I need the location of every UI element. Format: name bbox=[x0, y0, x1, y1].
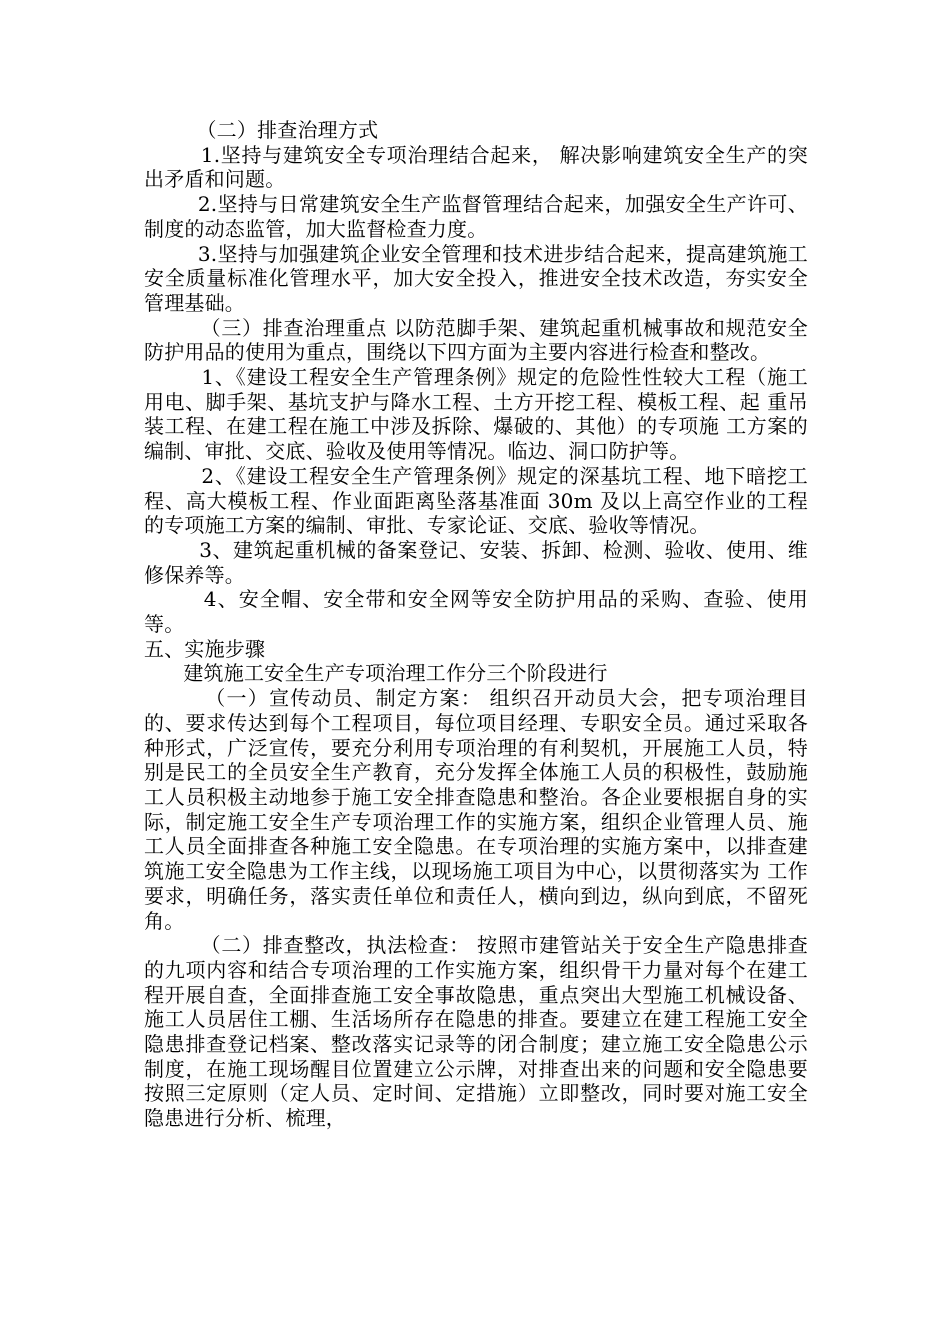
heading-inspection-method: （二）排查治理方式 bbox=[144, 118, 379, 142]
paragraph-focus-1: 1、《建设工程安全生产管理条例》规定的危险性性较大工程（施工 用电、脚手架、基坑支护与降水工程、土方开挖工程、模板工程、起 重吊装工程、在建工程在施工中涉及拆除、爆破的、其他）的专项施 工方案的编制、审批、交底、验收及使用等情况。临边、洞口防护等。 bbox=[144, 365, 815, 464]
paragraph-item-2: 2.坚持与日常建筑安全生产监督管理结合起来，加强安全生产许可、制度的动态监管，加大监督检查力度。 bbox=[144, 192, 808, 241]
paragraph-item-1: 1.坚持与建筑安全专项治理结合起来， 解决影响建筑安全生产的突 出矛盾和问题。 bbox=[144, 142, 815, 192]
document-page bbox=[144, 118, 815, 1131]
heading-inspection-focus: （三）排查治理重点 以防范脚手架、建筑起重机械事故和规范安全防护用品的使用为重点，围绕以下四方面为主要内容进行检查和整改。 bbox=[144, 315, 808, 365]
paragraph-focus-4: 4、安全帽、安全带和安全网等安全防护用品的采购、查验、使用等。 bbox=[144, 587, 808, 637]
paragraph-focus-2: 2、《建设工程安全生产管理条例》规定的深基坑工程、地下暗挖工程、高大模板工程、作业面距离坠落基准面 30m 及以上高空作业的工程的专项施工方案的编制、审批、专家论证、交底、验收等情况。 bbox=[144, 463, 808, 538]
paragraph-stage-2: （二）排查整改，执法检查： 按照市建管站关于安全生产隐患排查的九项内容和结合专项治理的工作实施方案，组织骨干力量对每个在建工程开展自查，全面排查施工安全事故隐患，重点突出大型施工机械设备、施工人员居住工棚、生活场所存在隐患的排查。要建立在建工程施工安全隐患排查登记档案、整改落实记录等的闭合制度；建立施工安全隐患公示制度，在施工现场醒目位置建立公示牌，对排查出来的问题和安全隐患要按照三定原则（定人员、定时间、定措施）立即整改，同时要对施工安全隐患进行分析、梳理， bbox=[144, 933, 808, 1131]
paragraph-stages-intro: 建筑施工安全生产专项治理工作分三个阶段进行 bbox=[144, 661, 608, 686]
paragraph-item-3: 3.坚持与加强建筑企业安全管理和技术进步结合起来，提高建筑施工安全质量标准化管理水平，加大安全投入，推进安全技术改造，夯实安全管理基础。 bbox=[144, 241, 808, 315]
section-heading-implementation: 五、实施步骤 bbox=[144, 636, 266, 661]
paragraph-stage-1: （一）宣传动员、制定方案： 组织召开动员大会，把专项治理目的、要求传达到每个工程项目，每位项目经理、专职安全员。通过采取各种形式，广泛宣传，要充分利用专项治理的有利契机，开展施工人员，特别是民工的全员安全生产教育，充分发挥全体施工人员的积极性，鼓励施工人员积极主动地参于施工安全排查隐患和整治。各企业要根据自身的实际，制定施工安全生产专项治理工作的实施方案，组织企业管理人员、施工人员全面排查各种施工安全隐患。在专项治理的实施方案中，以排查建 筑施工安全隐患为工作主线，以现场施工项目为中心，以贯彻落实为 工作要求，明确任务，落实责任单位和责任人，横向到边，纵向到底，不留死角。 bbox=[144, 686, 815, 933]
paragraph-focus-3: 3、建筑起重机械的备案登记、安装、拆卸、检测、验收、使用、维修保养等。 bbox=[144, 537, 808, 587]
